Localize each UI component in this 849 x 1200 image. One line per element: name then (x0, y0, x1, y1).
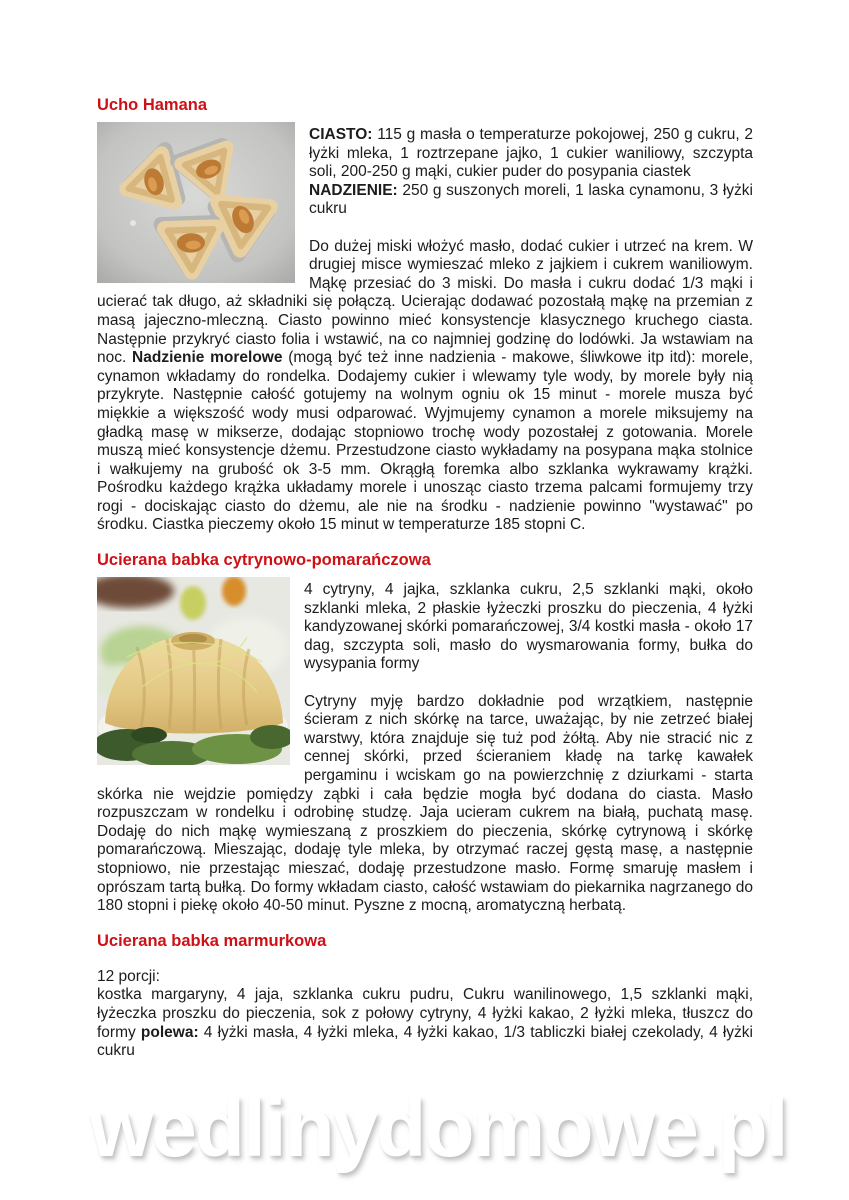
servings-line: 12 porcji: (97, 967, 160, 985)
document-page (97, 96, 753, 1077)
ingredients-label-nadzienie: NADZIENIE: (309, 181, 398, 199)
recipe-title: Ucierana babka cytrynowo-pomarańczowa (97, 551, 431, 570)
ingredients-part2: 4 łyżki masła, 4 łyżki mleka, 4 łyżki kakao, 1/3 tabliczki białej czekolady, 4 łyżki cukru (97, 1023, 754, 1060)
hamantaschen-cookies-photo (97, 122, 295, 283)
instructions-part1: Do dużej miski włożyć masło, dodać cukier i utrzeć na krem. W drugiej misce wymieszać mleko z jajkiem i cukrem waniliowym. Mąkę przesiać do 3 miski. Do masła i cukru dodać 1/3 mąki i ucierać tak długo, aż składniki się połączą. Ucierając dodawać pozostałą mąkę na przemian z masą jajeczno-mleczną. Ciasto powinno mieć konsystencje klasycznego kruchego ciasta. Następnie przykryć ciasto folia i wstawić, na co najmniej godzinę do lodówki. Ja wstawiam na noc. (97, 237, 753, 367)
instructions-text: Cytryny myję bardzo dokładnie pod wrzątkiem, następnie ścieram z nich skórkę na tarce, uważając, by nie zetrzeć białej warstwy, która znajduje się tuż pod żółtą. Aby nie stracić nic z cennej skórki, przed ścieraniem kładę na tarkę kawałek pergaminu i wciskam go na powierzchnię z dziurkami - starta skórka nie wejdzie pomiędzy ząbki i cała będzie mogła być dodana do ciasta. Masło rozpuszczam w rondelku i odrobinę studzę. Jaja ucieram cukrem na białą, puchatą masę. Dodaję do nich mąkę wymieszaną z proszkiem do pieczenia, skórkę cytrynową i skórkę pomarańczową. Mieszając, dodaję tyle mleka, by otrzymać raczej gęstą masę, a następnie stopniowo, nie przestając mieszać, dodaję przestudzone masło. Formę smaruję masłem i oprószam tartą bułką. Do formy wkładam ciasto, całość wstawiam do piekarnika nagrzanego do 180 stopni i piekę około 40-50 minut. Pyszne z mocną, aromatyczną herbatą. (97, 692, 753, 915)
bundt-cake-photo (97, 577, 290, 765)
recipe-title: Ucho Hamana (97, 96, 208, 114)
recipe-title: Ucierana babka marmurkowa (97, 931, 327, 950)
instructions-part2: (mogą być też inne nadzienia - makowe, śliwkowe itp itd): morele, cynamon wkładamy do rondelka. Dodajemy cukier i wlewamy tyle wody, by morele były nią przykryte. Następnie całość gotujemy na wolnym ogniu ok 15 minut - morele musza być miękkie a większość wody musi odparować. Wyjmujemy cynamon a morele miksujemy na gładką masę w mikserze, dodając stopniowo trochę wody pozostałej z gotowania. Morele muszą mieć konsystencje dżemu. Przestudzone ciasto wykładamy na posypana mąka stolnice i wałkujemy na grubość ok 3-5 mm. Okrągłą foremka albo szklanka wykrawamy krążki. Pośrodku każdego krążka układamy morele i unosząc ciasto trzema palcami formujemy trzy rogi - dociskając ciasto do dżemu, ale nie na środku - nadzienie powinno "wystawać" po środku. Ciastka pieczemy około 15 minut w temperaturze 185 stopni C. (97, 349, 754, 534)
ingredients-text-nadzienie: 250 g suszonych moreli, 1 laska cynamonu, 3 łyżki cukru (309, 181, 753, 218)
ingredients-paragraph (97, 986, 753, 1060)
ingredients-text: 4 cytryny, 4 jajka, szklanka cukru, 2,5 szklanki mąki, około szklanki mleka, 2 płaskie łyżeczki proszku do pieczenia, 4 łyżki kandyzowanej skórki pomarańczowej, 3/4 kostki masła - około 17 dag, szczypta soli, masło do wysmarowania formy, bułka do wysypania formy (304, 581, 753, 673)
ingredients-text-ciasto: 115 g masła o temperaturze pokojowej, 250 g cukru, 2 łyżki mleka, 1 roztrzepane jajko, 1 cukier waniliowy, szczypta soli, 200-250 g mąki, cukier puder do posypania ciastek (309, 126, 753, 181)
ingredients-bold-polewa: polewa: (140, 1023, 199, 1041)
recipe-section-babka-marmurkowa (97, 932, 753, 1061)
watermark-text: wedlinydomowe.pl (89, 1083, 787, 1174)
ingredients-label-ciasto: CIASTO: (309, 126, 373, 143)
recipe-section-ucho-hamana (97, 96, 753, 535)
instructions-bold-nadzienie-morelowe: Nadzienie morelowe (132, 349, 283, 367)
ingredients-part1: kostka margaryny, 4 jaja, szklanka cukru pudru, Cukru wanilinowego, 1,5 szklanki mąki, łyżeczka proszku do pieczenia, sok z połowy cytryny, 4 łyżki kakao, 2 łyżki mleka, tłuszcz do formy (97, 986, 753, 1041)
recipe-section-babka-cytrynowa (97, 551, 753, 916)
